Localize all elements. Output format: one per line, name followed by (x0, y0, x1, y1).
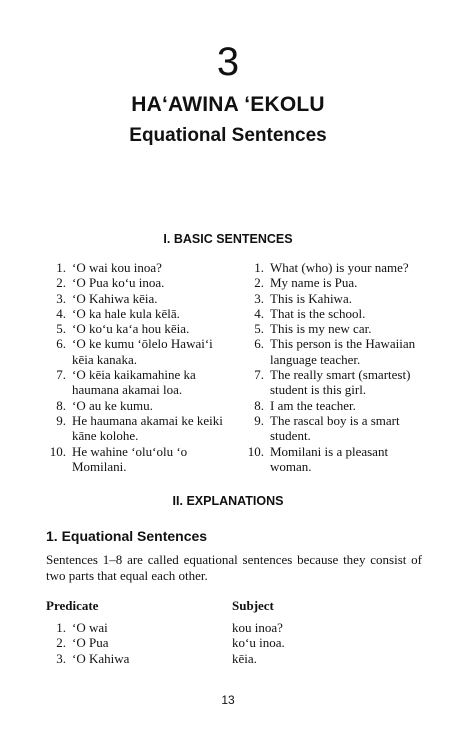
item-text (72, 291, 226, 306)
item-text (270, 306, 426, 321)
item-number: 3. (254, 290, 264, 306)
item-line: I am the teacher. (270, 397, 356, 413)
item-text (72, 321, 226, 336)
item-text (72, 413, 226, 444)
header-predicate: Predicate (46, 598, 99, 613)
item-line: The rascal boy is a smart (270, 412, 400, 428)
english-sentence-item (236, 444, 426, 475)
item-number: 2. (56, 275, 66, 291)
item-number: 9. (254, 412, 264, 428)
hawaiian-sentence-item (38, 321, 226, 336)
english-sentence-item (236, 321, 426, 336)
item-line: ‘O Kahiwa kēia. (72, 290, 158, 306)
item-number: 8. (56, 397, 66, 413)
hawaiian-sentence-item (38, 260, 226, 275)
section-heading-basic-sentences: I. BASIC SENTENCES (163, 232, 293, 246)
item-text (270, 413, 426, 444)
item-number: 4. (56, 305, 66, 321)
english-sentence-item (236, 367, 426, 398)
item-text (270, 398, 426, 413)
item-number: 4. (254, 305, 264, 321)
hawaiian-sentence-item (38, 275, 226, 290)
hawaiian-sentence-item (38, 398, 226, 413)
item-number: 5. (254, 321, 264, 337)
item-line: kāne kolohe. (72, 428, 139, 444)
item-line: He haumana akamai ke keiki (72, 412, 223, 428)
subject-cell: kou inoa? (232, 620, 283, 635)
item-line: haumana akamai loa. (72, 382, 183, 398)
item-number: 6. (254, 336, 264, 352)
page-number: 13 (221, 693, 235, 707)
hawaiian-sentence-item (38, 367, 226, 398)
hawaiian-sentence-item (38, 336, 226, 367)
predicate-subject-table (46, 598, 426, 666)
hawaiian-sentence-item (38, 291, 226, 306)
item-number: 3. (56, 290, 66, 306)
english-sentence-item (236, 291, 426, 306)
item-text (72, 260, 226, 275)
item-text (270, 336, 426, 367)
table-header (46, 598, 426, 614)
item-number: 2. (254, 275, 264, 291)
item-line: ‘O kēia kaikamahine ka (72, 367, 196, 383)
item-line: ‘O au ke kumu. (72, 397, 153, 413)
item-number: 6. (56, 336, 66, 352)
item-text (270, 291, 426, 306)
item-number: 5. (56, 321, 66, 337)
item-line: ‘O ke kumu ‘ōlelo Hawai‘i (72, 336, 213, 352)
english-sentences-list (236, 260, 426, 474)
table-row (46, 651, 426, 666)
english-sentence-item (236, 260, 426, 275)
subject-cell: ko‘u inoa. (232, 635, 285, 651)
item-line: This is my new car. (270, 321, 372, 337)
predicate-text: ‘O wai (72, 620, 108, 635)
predicate-text: ‘O Kahiwa (72, 650, 130, 666)
hawaiian-sentence-item (38, 413, 226, 444)
item-line: ‘O wai kou inoa? (72, 260, 162, 275)
predicate-cell (46, 635, 232, 650)
item-text (270, 275, 426, 290)
item-line: language teacher. (270, 351, 361, 367)
section-heading-explanations: II. EXPLANATIONS (172, 494, 284, 508)
item-line: This is Kahiwa. (270, 290, 352, 306)
item-line: What (who) is your name? (270, 260, 409, 275)
item-line: Momilani. (72, 458, 127, 474)
item-line: student. (270, 428, 311, 444)
subject-cell: kēia. (232, 650, 257, 666)
explanation-paragraph: Sentences 1–8 are called equational sentences because they consist of two parts that equal each other. (46, 552, 422, 583)
hawaiian-sentences-list (38, 260, 226, 474)
item-number: 10. (49, 443, 66, 459)
hawaiian-sentence-item (38, 444, 226, 475)
item-text (270, 321, 426, 336)
item-text (270, 367, 426, 398)
item-number: 7. (56, 367, 66, 383)
chapter-title: HA‘AWINA ‘EKOLU (131, 93, 325, 116)
item-number: 1. (56, 260, 66, 275)
predicate-text: ‘O Pua (72, 635, 109, 651)
english-sentence-item (236, 413, 426, 444)
item-line: ‘O Pua ko‘u inoa. (72, 275, 165, 291)
english-sentence-item (236, 398, 426, 413)
english-sentence-item (236, 275, 426, 290)
item-text (270, 444, 426, 475)
item-text (270, 260, 426, 275)
item-text (72, 336, 226, 367)
item-line: The really smart (smartest) (270, 367, 411, 383)
row-number: 3. (56, 650, 66, 666)
chapter-number: 3 (216, 40, 240, 84)
item-text (72, 306, 226, 321)
subheading-equational-sentences: 1. Equational Sentences (46, 528, 208, 544)
item-line: He wahine ‘olu‘olu ‘o (72, 443, 188, 459)
row-number: 1. (56, 620, 66, 635)
item-text (72, 275, 226, 290)
header-subject: Subject (232, 598, 274, 613)
table-row (46, 635, 426, 650)
item-line: That is the school. (270, 305, 366, 321)
item-line: This person is the Hawaiian (270, 336, 416, 352)
item-number: 8. (254, 397, 264, 413)
item-text (72, 398, 226, 413)
chapter-subtitle: Equational Sentences (129, 125, 327, 146)
item-text (72, 444, 226, 475)
item-line: My name is Pua. (270, 275, 358, 291)
item-line: woman. (270, 458, 312, 474)
item-number: 10. (247, 443, 264, 459)
hawaiian-sentence-item (38, 306, 226, 321)
item-text (72, 367, 226, 398)
item-number: 7. (254, 367, 264, 383)
predicate-cell (46, 620, 232, 635)
english-sentence-item (236, 336, 426, 367)
item-line: ‘O ko‘u ka‘a hou kēia. (72, 321, 190, 337)
row-number: 2. (56, 635, 66, 651)
item-line: student is this girl. (270, 382, 367, 398)
predicate-cell (46, 651, 232, 666)
item-number: 1. (254, 260, 264, 275)
table-body (46, 620, 426, 666)
english-sentence-item (236, 306, 426, 321)
item-line: kēia kanaka. (72, 351, 137, 367)
item-number: 9. (56, 412, 66, 428)
item-line: ‘O ka hale kula kēlā. (72, 305, 180, 321)
table-row (46, 620, 426, 635)
item-line: Momilani is a pleasant (270, 443, 389, 459)
